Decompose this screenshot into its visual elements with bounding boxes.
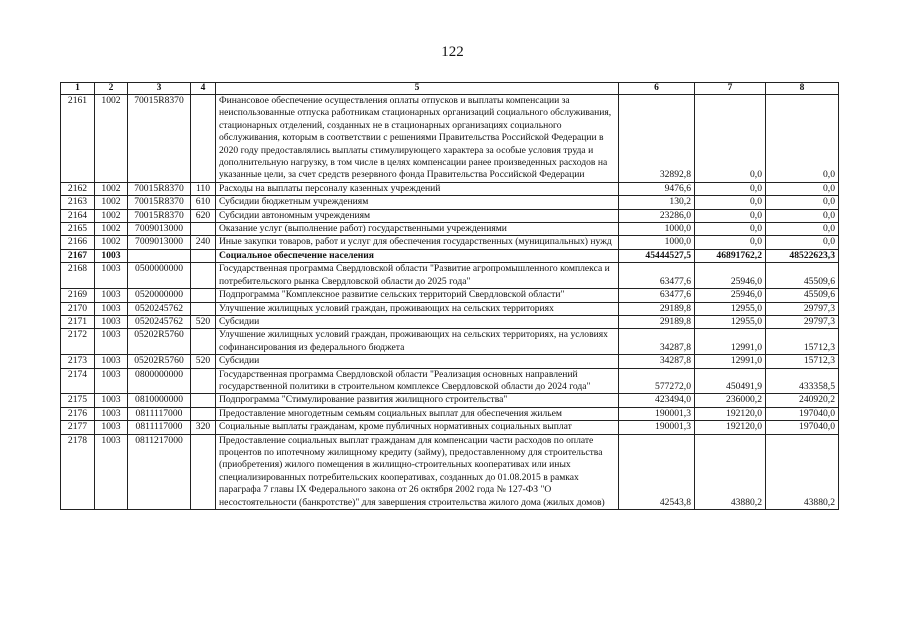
table-row — [61, 289, 839, 302]
amount-2022-cell: 46891762,2 — [695, 249, 766, 262]
amount-2021-cell: 130,2 — [619, 196, 695, 209]
table-row — [61, 394, 839, 407]
amount-2021-cell: 34287,8 — [619, 329, 695, 355]
section-code-cell: 1002 — [95, 196, 128, 209]
description-cell: Социальное обеспечение населения — [216, 249, 619, 262]
amount-2021-cell: 45444527,5 — [619, 249, 695, 262]
description-cell: Государственная программа Свердловской области "Реализация основных направлений государственной политики в строительном комплексе Свердловской области до 2024 года" — [216, 368, 619, 394]
amount-2022-cell: 236000,2 — [695, 394, 766, 407]
table-row — [61, 182, 839, 195]
amount-2021-cell: 23286,0 — [619, 209, 695, 222]
amount-2023-cell: 240920,2 — [766, 394, 839, 407]
amount-2023-cell: 0,0 — [766, 236, 839, 249]
description-cell: Улучшение жилищных условий граждан, проживающих на сельских территориях — [216, 302, 619, 315]
expense-type-cell — [191, 223, 216, 236]
section-code-cell: 1003 — [95, 368, 128, 394]
amount-2022-cell: 0,0 — [695, 95, 766, 183]
description-cell: Улучшение жилищных условий граждан, проживающих на сельских территориях, на условиях софинансирования из федерального бюджета — [216, 329, 619, 355]
expense-type-cell — [191, 249, 216, 262]
expense-type-cell — [191, 407, 216, 420]
amount-2022-cell: 25946,0 — [695, 263, 766, 289]
amount-2021-cell: 63477,6 — [619, 263, 695, 289]
amount-2022-cell: 12991,0 — [695, 329, 766, 355]
expense-type-cell — [191, 263, 216, 289]
target-article-cell: 0500000000 — [128, 263, 191, 289]
target-article-cell: 0810000000 — [128, 394, 191, 407]
amount-2023-cell: 197040,0 — [766, 407, 839, 420]
row-number-cell: 2173 — [61, 355, 95, 368]
amount-2023-cell: 0,0 — [766, 223, 839, 236]
amount-2023-cell: 0,0 — [766, 95, 839, 183]
amount-2022-cell: 0,0 — [695, 182, 766, 195]
row-number-cell: 2162 — [61, 182, 95, 195]
row-number-cell: 2169 — [61, 289, 95, 302]
target-article-cell: 05202R5760 — [128, 355, 191, 368]
expense-type-cell: 240 — [191, 236, 216, 249]
amount-2023-cell: 0,0 — [766, 196, 839, 209]
table-row — [61, 95, 839, 183]
row-number-cell: 2177 — [61, 421, 95, 434]
amount-2021-cell: 32892,8 — [619, 95, 695, 183]
target-article-cell: 0520245762 — [128, 315, 191, 328]
amount-2023-cell: 45509,6 — [766, 289, 839, 302]
target-article-cell: 70015R8370 — [128, 209, 191, 222]
section-code-cell: 1002 — [95, 95, 128, 183]
target-article-cell: 0800000000 — [128, 368, 191, 394]
amount-2021-cell: 29189,8 — [619, 302, 695, 315]
section-code-cell: 1002 — [95, 223, 128, 236]
amount-2022-cell: 450491,9 — [695, 368, 766, 394]
amount-2021-cell: 29189,8 — [619, 315, 695, 328]
row-number-cell: 2161 — [61, 95, 95, 183]
column-header-8: 8 — [766, 83, 839, 95]
amount-2022-cell: 0,0 — [695, 196, 766, 209]
expense-type-cell: 520 — [191, 315, 216, 328]
amount-2023-cell: 29797,3 — [766, 302, 839, 315]
amount-2021-cell: 190001,3 — [619, 421, 695, 434]
expense-type-cell — [191, 394, 216, 407]
table-row — [61, 434, 839, 509]
row-number-cell: 2166 — [61, 236, 95, 249]
description-cell: Подпрограмма "Комплексное развитие сельских территорий Свердловской области" — [216, 289, 619, 302]
row-number-cell: 2167 — [61, 249, 95, 262]
table-row — [61, 368, 839, 394]
table-row — [61, 407, 839, 420]
description-cell: Подпрограмма "Стимулирование развития жилищного строительства" — [216, 394, 619, 407]
column-header-2: 2 — [95, 83, 128, 95]
row-number-cell: 2170 — [61, 302, 95, 315]
table-row — [61, 315, 839, 328]
amount-2022-cell: 12955,0 — [695, 302, 766, 315]
expense-type-cell: 620 — [191, 209, 216, 222]
description-cell: Финансовое обеспечение осуществления оплаты отпусков и выплаты компенсации за неиспользованные отпуска работникам стационарных организаций социального обслуживания, стационарных отделений, созданных не в стационарных организациях социального обслуживания, которым в соответствии с решениями Правительства Российской Федерации в 2020 году предоставлялись выплаты стимулирующего характера за особые условия труда и дополнительную нагрузку, в том числе в целях компенсации ранее произведенных расходов на указанные цели, за счет средств резервного фонда Правительства Российской Федерации — [216, 95, 619, 183]
table-row — [61, 355, 839, 368]
amount-2022-cell: 12955,0 — [695, 315, 766, 328]
amount-2022-cell: 192120,0 — [695, 407, 766, 420]
amount-2023-cell: 15712,3 — [766, 355, 839, 368]
section-code-cell: 1003 — [95, 249, 128, 262]
table-row — [61, 329, 839, 355]
description-cell: Субсидии — [216, 315, 619, 328]
column-header-5: 5 — [216, 83, 619, 95]
row-number-cell: 2178 — [61, 434, 95, 509]
row-number-cell: 2174 — [61, 368, 95, 394]
expense-type-cell: 520 — [191, 355, 216, 368]
amount-2023-cell: 15712,3 — [766, 329, 839, 355]
target-article-cell: 70015R8370 — [128, 182, 191, 195]
amount-2022-cell: 12991,0 — [695, 355, 766, 368]
amount-2021-cell: 1000,0 — [619, 223, 695, 236]
amount-2021-cell: 577272,0 — [619, 368, 695, 394]
expense-type-cell — [191, 368, 216, 394]
row-number-cell: 2175 — [61, 394, 95, 407]
target-article-cell: 7009013000 — [128, 236, 191, 249]
target-article-cell: 0811117000 — [128, 421, 191, 434]
column-header-1: 1 — [61, 83, 95, 95]
description-cell: Субсидии автономным учреждениям — [216, 209, 619, 222]
expense-type-cell — [191, 289, 216, 302]
expense-type-cell: 320 — [191, 421, 216, 434]
row-number-cell: 2163 — [61, 196, 95, 209]
row-number-cell: 2168 — [61, 263, 95, 289]
section-code-cell: 1003 — [95, 263, 128, 289]
amount-2021-cell: 34287,8 — [619, 355, 695, 368]
section-code-cell: 1002 — [95, 182, 128, 195]
column-header-3: 3 — [128, 83, 191, 95]
section-code-cell: 1003 — [95, 355, 128, 368]
amount-2021-cell: 42543,8 — [619, 434, 695, 509]
description-cell: Иные закупки товаров, работ и услуг для обеспечения государственных (муниципальных) нужд — [216, 236, 619, 249]
target-article-cell: 70015R8370 — [128, 196, 191, 209]
amount-2022-cell: 0,0 — [695, 236, 766, 249]
amount-2023-cell: 45509,6 — [766, 263, 839, 289]
amount-2022-cell: 192120,0 — [695, 421, 766, 434]
section-code-cell: 1003 — [95, 434, 128, 509]
budget-table — [60, 82, 839, 510]
description-cell: Социальные выплаты гражданам, кроме публичных нормативных социальных выплат — [216, 421, 619, 434]
section-code-cell: 1003 — [95, 329, 128, 355]
row-number-cell: 2165 — [61, 223, 95, 236]
amount-2022-cell: 25946,0 — [695, 289, 766, 302]
amount-2022-cell: 0,0 — [695, 223, 766, 236]
amount-2023-cell: 433358,5 — [766, 368, 839, 394]
amount-2023-cell: 197040,0 — [766, 421, 839, 434]
amount-2021-cell: 9476,6 — [619, 182, 695, 195]
table-row — [61, 223, 839, 236]
table-row — [61, 302, 839, 315]
description-cell: Предоставление социальных выплат гражданам для компенсации части расходов по оплате процентов по ипотечному жилищному кредиту (займу), предоставленному для строительства (приобретения) жилого помещения в жилищно-строительных кооперативах или иных специализированных потребительских кооперативах, созданных до 01.08.2015 в рамках параграфа 7 главы IX Федерального закона от 26 октября 2002 года № 127-ФЗ "О несостоятельности (банкротстве)" для завершения строительства жилого дома (жилых домов) — [216, 434, 619, 509]
amount-2022-cell: 43880,2 — [695, 434, 766, 509]
table-row — [61, 196, 839, 209]
page-number: 122 — [441, 44, 464, 60]
expense-type-cell — [191, 434, 216, 509]
section-code-cell: 1003 — [95, 394, 128, 407]
amount-2021-cell: 63477,6 — [619, 289, 695, 302]
description-cell: Оказание услуг (выполнение работ) государственными учреждениями — [216, 223, 619, 236]
section-code-cell: 1002 — [95, 236, 128, 249]
table-row — [61, 421, 839, 434]
amount-2021-cell: 190001,3 — [619, 407, 695, 420]
amount-2023-cell: 0,0 — [766, 209, 839, 222]
amount-2023-cell: 48522623,3 — [766, 249, 839, 262]
table-body — [61, 95, 839, 510]
column-header-6: 6 — [619, 83, 695, 95]
amount-2023-cell: 29797,3 — [766, 315, 839, 328]
amount-2023-cell: 0,0 — [766, 182, 839, 195]
row-number-cell: 2171 — [61, 315, 95, 328]
amount-2021-cell: 423494,0 — [619, 394, 695, 407]
row-number-cell: 2164 — [61, 209, 95, 222]
section-code-cell: 1002 — [95, 209, 128, 222]
table-row — [61, 236, 839, 249]
amount-2023-cell: 43880,2 — [766, 434, 839, 509]
row-number-cell: 2176 — [61, 407, 95, 420]
expense-type-cell — [191, 329, 216, 355]
target-article-cell: 0811117000 — [128, 407, 191, 420]
column-header-4: 4 — [191, 83, 216, 95]
header-row — [61, 83, 839, 95]
target-article-cell: 05202R5760 — [128, 329, 191, 355]
expense-type-cell — [191, 302, 216, 315]
expense-type-cell: 610 — [191, 196, 216, 209]
target-article-cell — [128, 249, 191, 262]
target-article-cell: 7009013000 — [128, 223, 191, 236]
target-article-cell: 0520000000 — [128, 289, 191, 302]
description-cell: Субсидии бюджетным учреждениям — [216, 196, 619, 209]
amount-2022-cell: 0,0 — [695, 209, 766, 222]
section-code-cell: 1003 — [95, 407, 128, 420]
description-cell: Государственная программа Свердловской области "Развитие агропромышленного комплекса и потребительского рынка Свердловской области до 2025 года" — [216, 263, 619, 289]
table-row — [61, 249, 839, 262]
expense-type-cell: 110 — [191, 182, 216, 195]
table-row — [61, 263, 839, 289]
section-code-cell: 1003 — [95, 421, 128, 434]
target-article-cell: 0811217000 — [128, 434, 191, 509]
description-cell: Предоставление многодетным семьям социальных выплат для обеспечения жильем — [216, 407, 619, 420]
target-article-cell: 0520245762 — [128, 302, 191, 315]
table-row — [61, 209, 839, 222]
column-header-7: 7 — [695, 83, 766, 95]
target-article-cell: 70015R8370 — [128, 95, 191, 183]
row-number-cell: 2172 — [61, 329, 95, 355]
expense-type-cell — [191, 95, 216, 183]
section-code-cell: 1003 — [95, 315, 128, 328]
description-cell: Субсидии — [216, 355, 619, 368]
section-code-cell: 1003 — [95, 302, 128, 315]
amount-2021-cell: 1000,0 — [619, 236, 695, 249]
section-code-cell: 1003 — [95, 289, 128, 302]
description-cell: Расходы на выплаты персоналу казенных учреждений — [216, 182, 619, 195]
